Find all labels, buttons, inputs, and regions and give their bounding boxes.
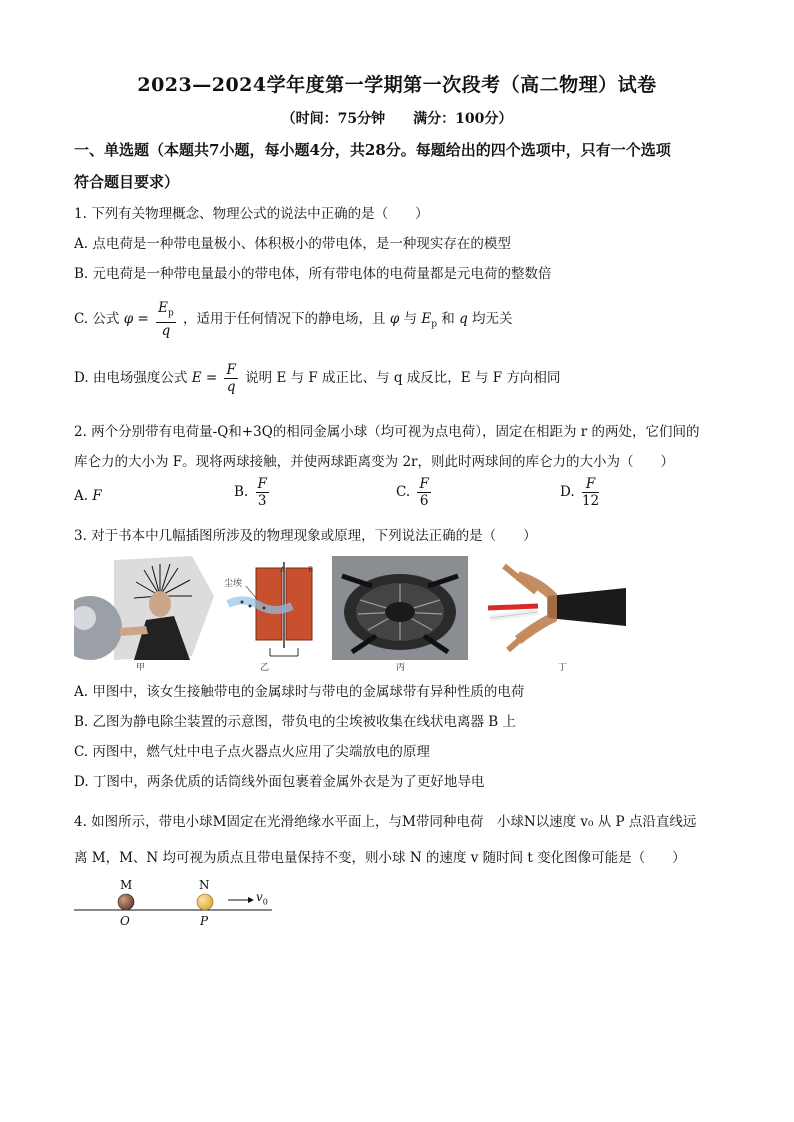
q1-c-q: q — [459, 310, 468, 327]
q3-option-b: B. 乙图为静电除尘装置的示意图，带负电的尘埃被收集在线状电离器 B 上 — [74, 714, 517, 730]
q2-option-b — [234, 476, 272, 509]
q1-c-phi: φ = — [123, 310, 154, 327]
q3-stem: 3. 对于书本中几幅插图所涉及的物理现象或原理，下列说法正确的是（ ） — [74, 528, 537, 544]
ball-n — [197, 894, 213, 910]
q2-option-c — [396, 476, 434, 509]
q1-c-num-sub: p — [167, 308, 174, 319]
q2-line1: 2. 两个分别带有电荷量-Q和+3Q的相同金属小球（均可视为点电荷），固定在相距为 r 的两处，它们间的 — [74, 424, 700, 440]
q2-a-label: A. — [74, 488, 89, 504]
q3-option-d: D. 丁图中，两条优质的话筒线外面包裹着金属外衣是为了更好地导电 — [74, 774, 485, 790]
figure-jia-image — [74, 556, 214, 660]
label-o: O — [120, 914, 130, 928]
q1-d-num: F — [226, 362, 236, 378]
q2-option-a — [74, 488, 102, 504]
q3-option-a: A. 甲图中，该女生接触带电的金属球时与带电的金属球带有异种性质的电荷 — [74, 684, 525, 700]
q1-d-den: q — [226, 379, 236, 395]
page-title: 2023—2024学年度第一学期第一次段考（高二物理）试卷 — [137, 74, 657, 96]
q1-c-ep: E — [421, 310, 432, 327]
section-heading-line2: 符合题目要求） — [74, 173, 180, 191]
caption-ding: 丁 — [558, 663, 568, 673]
q1-c-with: 与 — [403, 310, 418, 327]
label-dust: 尘埃 — [224, 579, 243, 589]
q1-d-e: E = — [191, 370, 222, 386]
q1-stem: 1. 下列有关物理概念、物理公式的说法中正确的是（ ） — [74, 206, 429, 222]
label-v0: $v_0$ — [256, 890, 268, 907]
q1-option-a: A. 点电荷是一种带电量极小、体积极小的带电体，是一种现实存在的模型 — [74, 236, 511, 252]
caption-jia: 甲 — [136, 663, 146, 673]
figure-ding — [478, 556, 626, 674]
q1-option-d — [74, 362, 734, 395]
q1-d-prefix: D. 由电场强度公式 — [74, 370, 188, 386]
q2-c-den: 6 — [419, 493, 429, 509]
q2-c-label: C. — [396, 484, 411, 500]
q1-option-c — [74, 300, 734, 339]
q1-c-num: E — [158, 300, 168, 316]
section-heading-line1: 一、单选题（本题共7小题，每小题4分，共28分。每题给出的四个选项中，只有一个选项 — [74, 141, 671, 159]
q1-d-fraction — [224, 362, 237, 395]
label-m: M — [120, 878, 133, 892]
q1-c-den: q — [161, 322, 171, 339]
label-a: A — [280, 566, 286, 574]
q2-a-value: F — [92, 488, 102, 504]
q1-c-and: 和 — [441, 310, 455, 327]
label-p: P — [200, 914, 209, 928]
q4-figure-diagram — [72, 876, 282, 932]
q1-c-end: 均无关 — [472, 310, 513, 327]
q2-d-label: D. — [560, 484, 575, 500]
q1-c-phi2: φ — [389, 310, 400, 327]
caption-bing: 丙 — [396, 663, 406, 673]
q2-b-den: 3 — [257, 493, 267, 509]
figure-bing — [332, 556, 468, 674]
figure-yi — [220, 556, 328, 674]
label-n: N — [199, 878, 210, 892]
q1-c-post: ，适用于任何情况下的静电场，且 — [183, 310, 386, 327]
caption-yi: 乙 — [260, 663, 270, 673]
q3-option-c: C. 丙图中，燃气灶中电子点火器点火应用了尖端放电的原理 — [74, 744, 430, 760]
q2-c-num: F — [419, 476, 429, 492]
q1-d-post: 说明 E 与 F 成正比、与 q 成反比，E 与 F 方向相同 — [245, 370, 561, 386]
figure-jia — [74, 556, 214, 674]
ball-m — [118, 894, 134, 910]
q1-c-prefix: C. 公式 — [74, 310, 120, 327]
q1-c-fraction — [156, 300, 176, 339]
q2-line2: 库仑力的大小为 F。现将两球接触，并使两球距离变为 2r，则此时两球间的库仑力的大小为（ ） — [74, 454, 674, 470]
q4-figure — [72, 876, 282, 932]
figure-bing-image — [332, 556, 468, 660]
q1-option-b: B. 元电荷是一种带电量最小的带电体，所有带电体的电荷量都是元电荷的整数倍 — [74, 266, 552, 282]
q4-line2: 离 M，M、N 均可视为质点且带电量保持不变，则小球 N 的速度 v 随时间 t 变化图像可能是（ ） — [74, 850, 686, 866]
q1-c-ep-sub: p — [431, 319, 437, 330]
figure-ding-image — [478, 556, 626, 660]
q2-d-num: F — [582, 476, 599, 493]
q2-option-d — [560, 476, 602, 509]
q2-d-den: 12 — [581, 493, 600, 509]
exam-info: （时间：75分钟 满分：100分） — [281, 111, 513, 127]
q2-b-label: B. — [234, 484, 249, 500]
q2-b-num: F — [257, 476, 267, 492]
label-b: B — [308, 566, 314, 574]
q4-line1: 4. 如图所示，带电小球M固定在光滑绝缘水平面上，与M带同种电荷 小球N以速度 v₀ 从 P 点沿直线远 — [74, 814, 697, 830]
